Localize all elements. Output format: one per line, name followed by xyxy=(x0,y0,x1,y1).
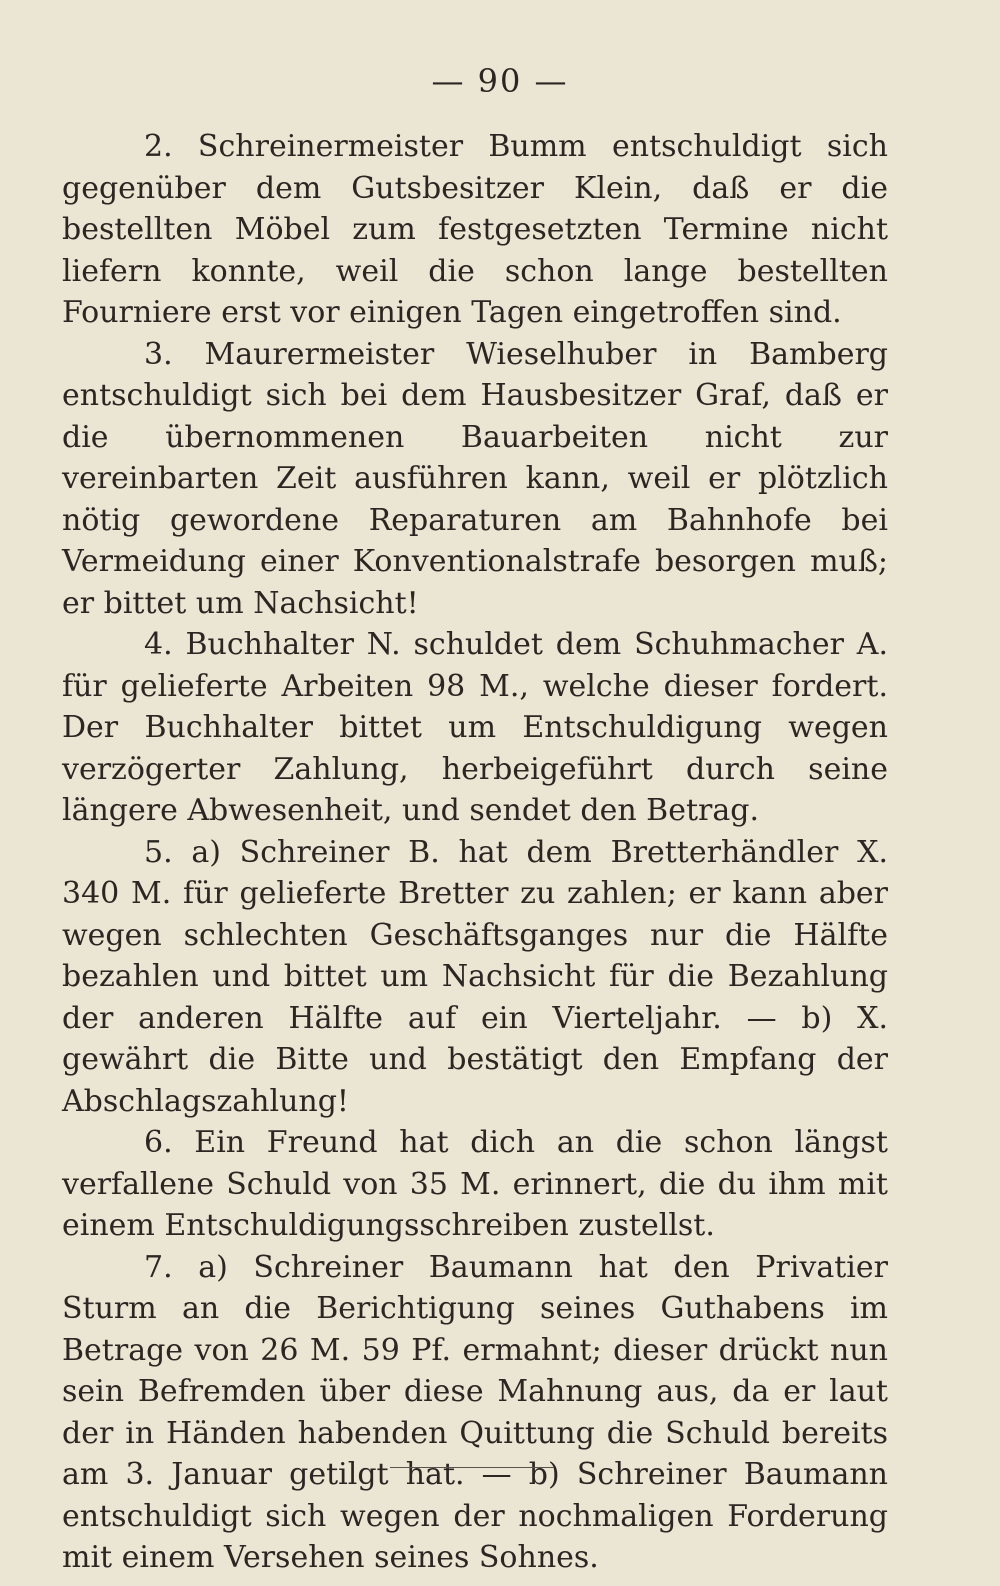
exercise-paragraph-4: 4. Buchhalter N. schuldet dem Schuhmacher A. für gelieferte Arbeiten 98 M., welche dieser fordert. Der Buchhalter bittet um Entschuldigung wegen verzögerter Zahlung, herbeigeführt durch seine längere Abwesenheit, und sendet den Betrag. xyxy=(62,627,888,828)
exercise-paragraph-6: 6. Ein Freund hat dich an die schon längst verfallene Schuld von 35 M. erinnert, die du ihm mit einem Entschuldigungsschreiben zustellst. xyxy=(62,1125,888,1243)
exercise-paragraph-2: 2. Schreinermeister Bumm entschuldigt sich gegenüber dem Gutsbesitzer Klein, daß er die bestellten Möbel zum festgesetzten Termine nicht liefern konnte, weil die schon lange bestellten Fourniere erst vor einigen Tagen eingetroffen sind. xyxy=(62,129,888,330)
page-number: — 90 — xyxy=(431,62,569,100)
exercise-paragraph-5: 5. a) Schreiner B. hat dem Bretterhändler X. 340 M. für gelieferte Bretter zu zahlen; er kann aber wegen schlechten Geschäftsganges nur die Hälfte bezahlen und bittet um Nachsicht für die Bezahlung der anderen Hälfte auf ein Vierteljahr. — b) X. gewährt die Bitte und bestätigt den Empfang der Abschlagszahlung! xyxy=(62,834,888,1119)
exercise-paragraph-7: 7. a) Schreiner Baumann hat den Privatier Sturm an die Berichtigung seines Guthabens im Betrage von 26 M. 59 Pf. ermahnt; dieser drückt nun sein Befremden über diese Mahnung aus, da er laut der in Händen habenden Quittung die Schuld bereits am 3. Januar getilgt hat. — b) Schreiner Baumann entschuldigt sich wegen der nochmaligen Forderung mit einem Versehen seines Sohnes. xyxy=(62,1249,888,1575)
end-rule-divider xyxy=(390,1467,554,1468)
exercise-paragraph-3: 3. Maurermeister Wieselhuber in Bamberg entschuldigt sich bei dem Hausbesitzer Graf, daß er die übernommenen Bauarbeiten nicht zur vereinbarten Zeit ausführen kann, weil er plötzlich nötig gewordene Reparaturen am Bahnhofe bei Vermeidung einer Konventionalstrafe besorgen muß; er bittet um Nachsicht! xyxy=(62,336,888,621)
page-body xyxy=(62,126,888,1579)
